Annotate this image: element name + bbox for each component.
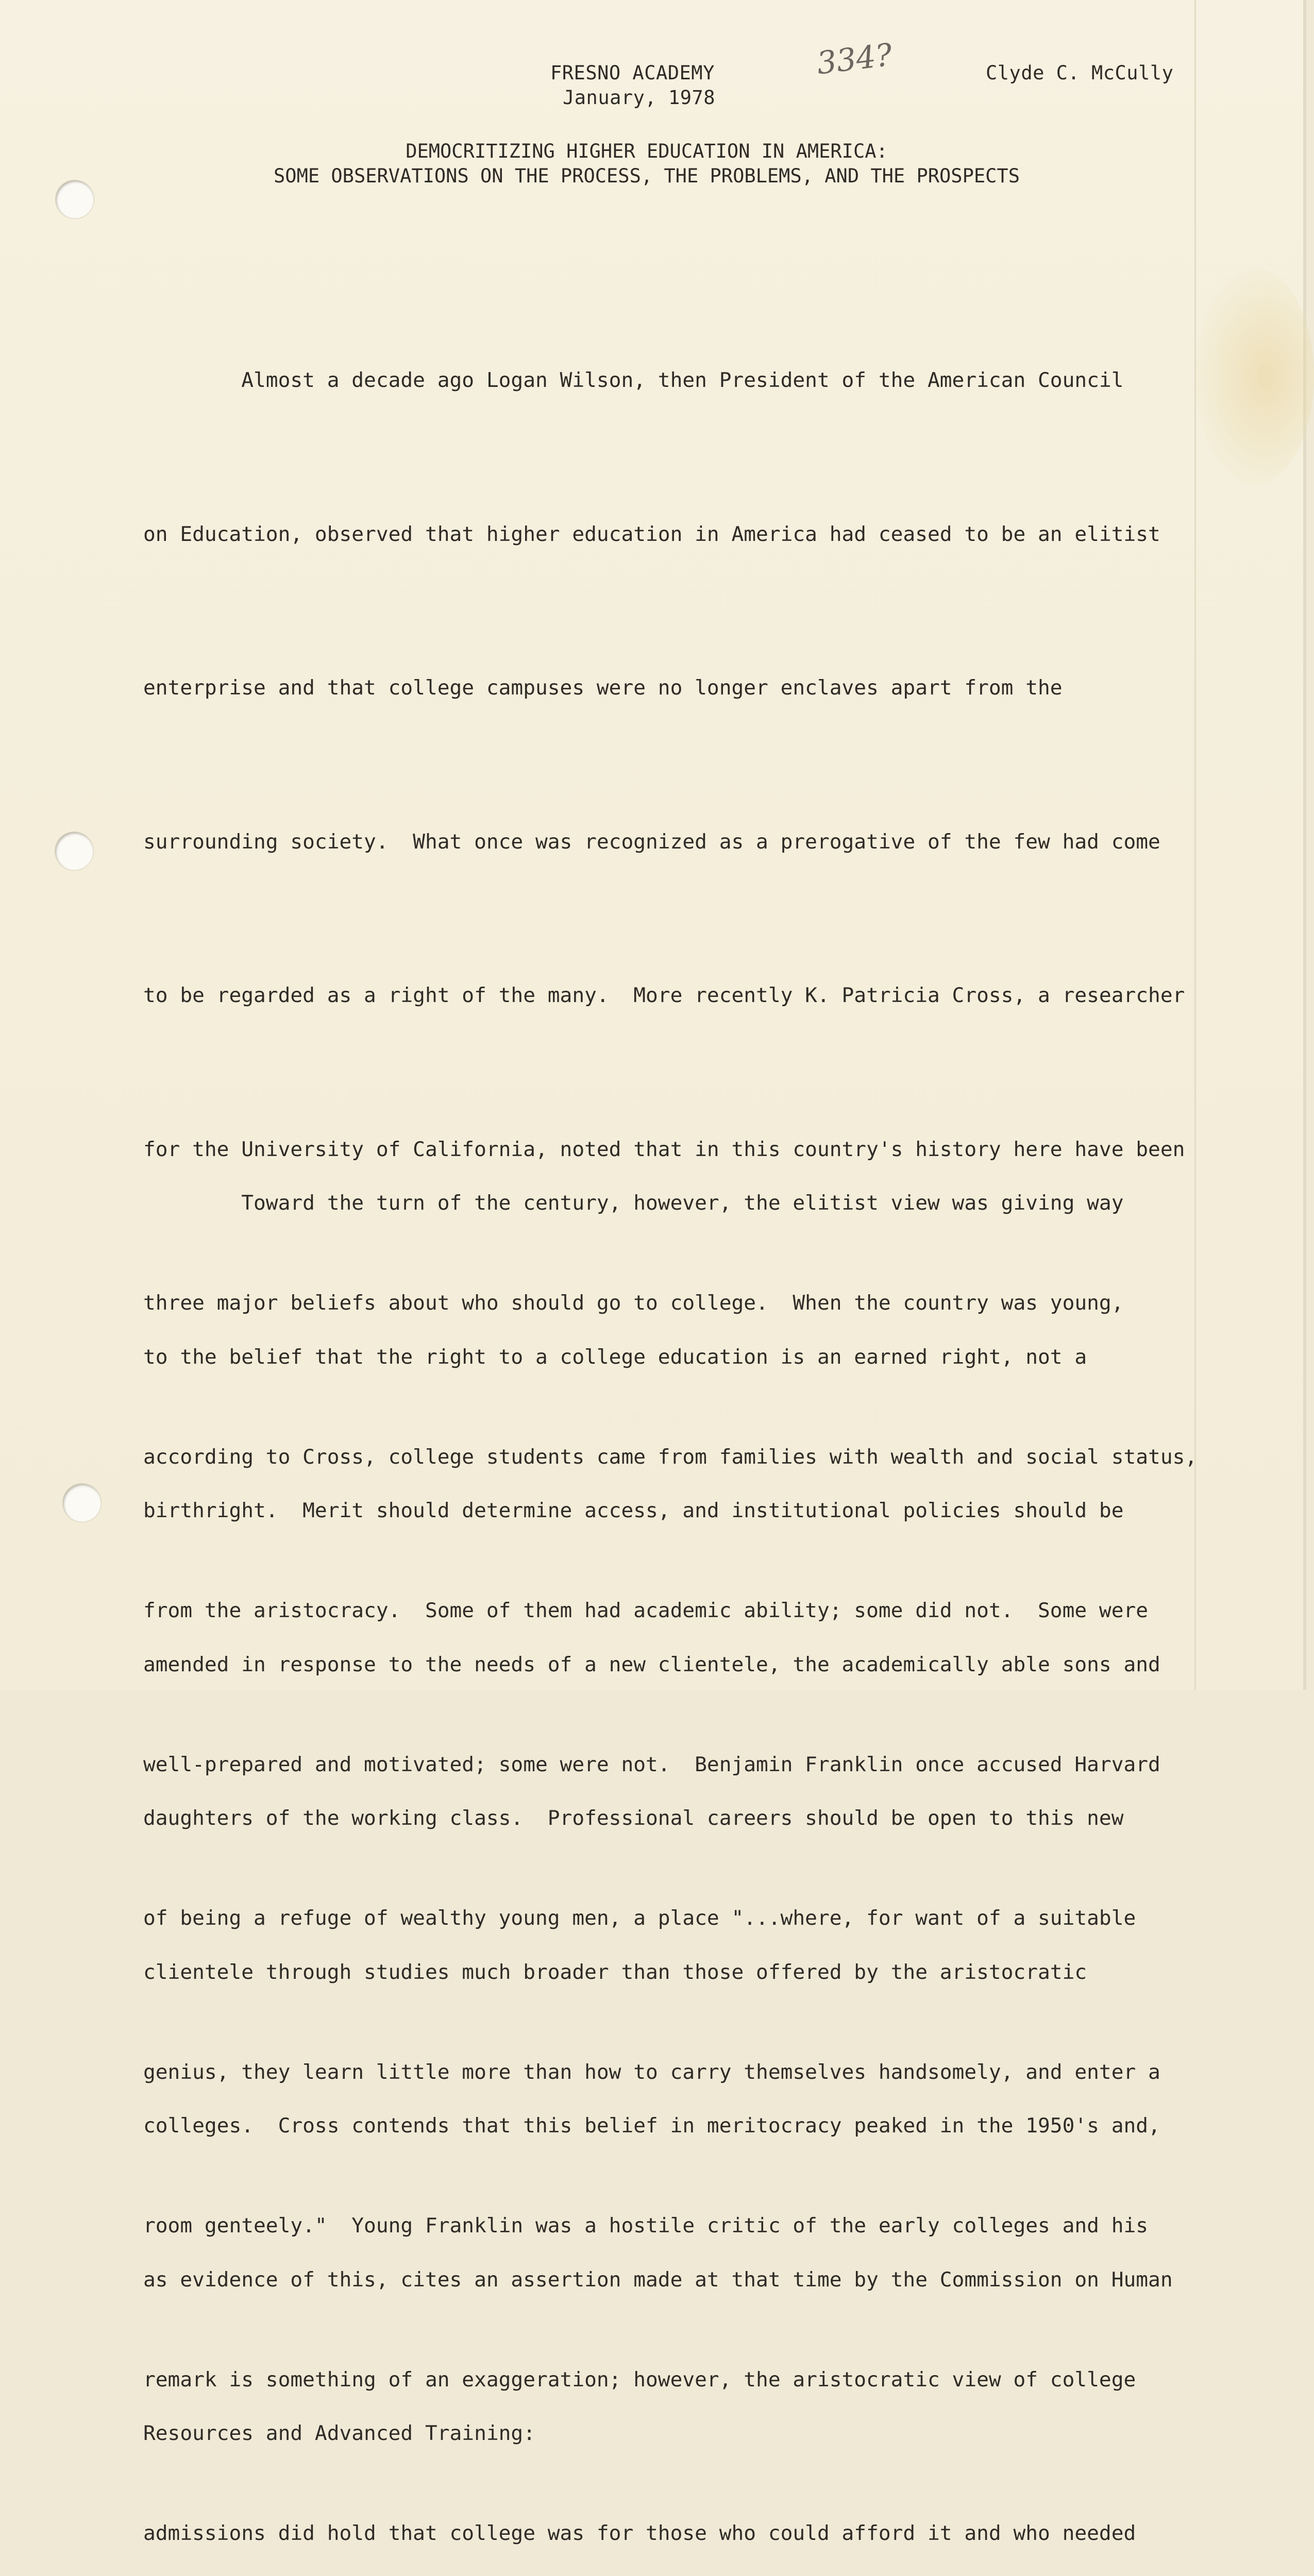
paragraph-1-line: genius, they learn little more than how to carry themselves handsomely, and enter a: [143, 2060, 1160, 2084]
paragraph-2-line: to the belief that the right to a college education is an earned right, not a: [143, 1345, 1087, 1369]
title-line-1: DEMOCRITIZING HIGHER EDUCATION IN AMERICA:: [406, 140, 888, 162]
paragraph-1-line: for the University of California, noted that in this country's history here have been: [143, 1137, 1185, 1161]
paragraph-1-line: of being a refuge of wealthy young men, a place "...where, for want of a suitable: [143, 1906, 1136, 1930]
paragraph-1-line: to be regarded as a right of the many. More recently K. Patricia Cross, a researcher: [143, 984, 1185, 1007]
paragraph-2: [143, 1075, 1287, 2562]
paragraph-2-line: as evidence of this, cites an assertion made at that time by the Commission on Human: [143, 2267, 1173, 2292]
paragraph-1-line: according to Cross, college students came from families with wealth and social status,: [143, 1445, 1198, 1469]
paragraph-1-line: admissions did hold that college was for those who could afford it and who needed: [143, 2521, 1136, 2545]
title-line-2: SOME OBSERVATIONS ON THE PROCESS, THE PROBLEMS, AND THE PROSPECTS: [274, 165, 1020, 187]
paragraph-1-line: surrounding society. What once was recognized as a prerogative of the few had come: [143, 829, 1160, 854]
paragraph-2-line: Toward the turn of the century, however, the elitist view was giving way: [143, 1191, 1124, 1215]
paragraph-1-line: well-prepared and motivated; some were not. Benjamin Franklin once accused Harvard: [143, 1752, 1160, 1776]
paragraph-1-line: Almost a decade ago Logan Wilson, then President of the American Council: [143, 368, 1124, 392]
paragraph-2-line: clientele through studies much broader than those offered by the aristocratic: [143, 1960, 1087, 1984]
punch-hole: [55, 832, 93, 870]
paragraph-2-line: daughters of the working class. Professional careers should be open to this new: [143, 1806, 1124, 1830]
paragraph-1-line: three major beliefs about who should go to college. When the country was young,: [143, 1291, 1124, 1315]
paragraph-2-line: birthright. Merit should determine access, and institutional policies should be: [143, 1499, 1124, 1522]
school-name: FRESNO ACADEMY: [550, 62, 715, 84]
paragraph-1-line: enterprise and that college campuses were no longer enclaves apart from the: [143, 676, 1063, 700]
paragraph-2-line: Resources and Advanced Training:: [143, 2421, 535, 2445]
paragraph-1-line: room genteely." Young Franklin was a hostile critic of the early colleges and his: [143, 2214, 1149, 2238]
document-date: January, 1978: [563, 87, 716, 109]
paragraph-1-line: from the aristocracy. Some of them had academic ability; some did not. Some were: [143, 1599, 1149, 1622]
paragraph-1-line: remark is something of an exaggeration; however, the aristocratic view of college: [143, 2367, 1136, 2392]
handwritten-page-note: 334?: [815, 37, 895, 82]
paragraph-1-line: on Education, observed that higher education in America had ceased to be an elitist: [143, 522, 1160, 546]
paragraph-2-line: colleges. Cross contends that this belief in meritocracy peaked in the 1950's and,: [143, 2114, 1160, 2138]
author-name: Clyde C. McCully: [986, 62, 1174, 84]
punch-hole: [63, 1484, 101, 1522]
paragraph-2-line: amended in response to the needs of a new clientele, the academically able sons and: [143, 1652, 1160, 1676]
